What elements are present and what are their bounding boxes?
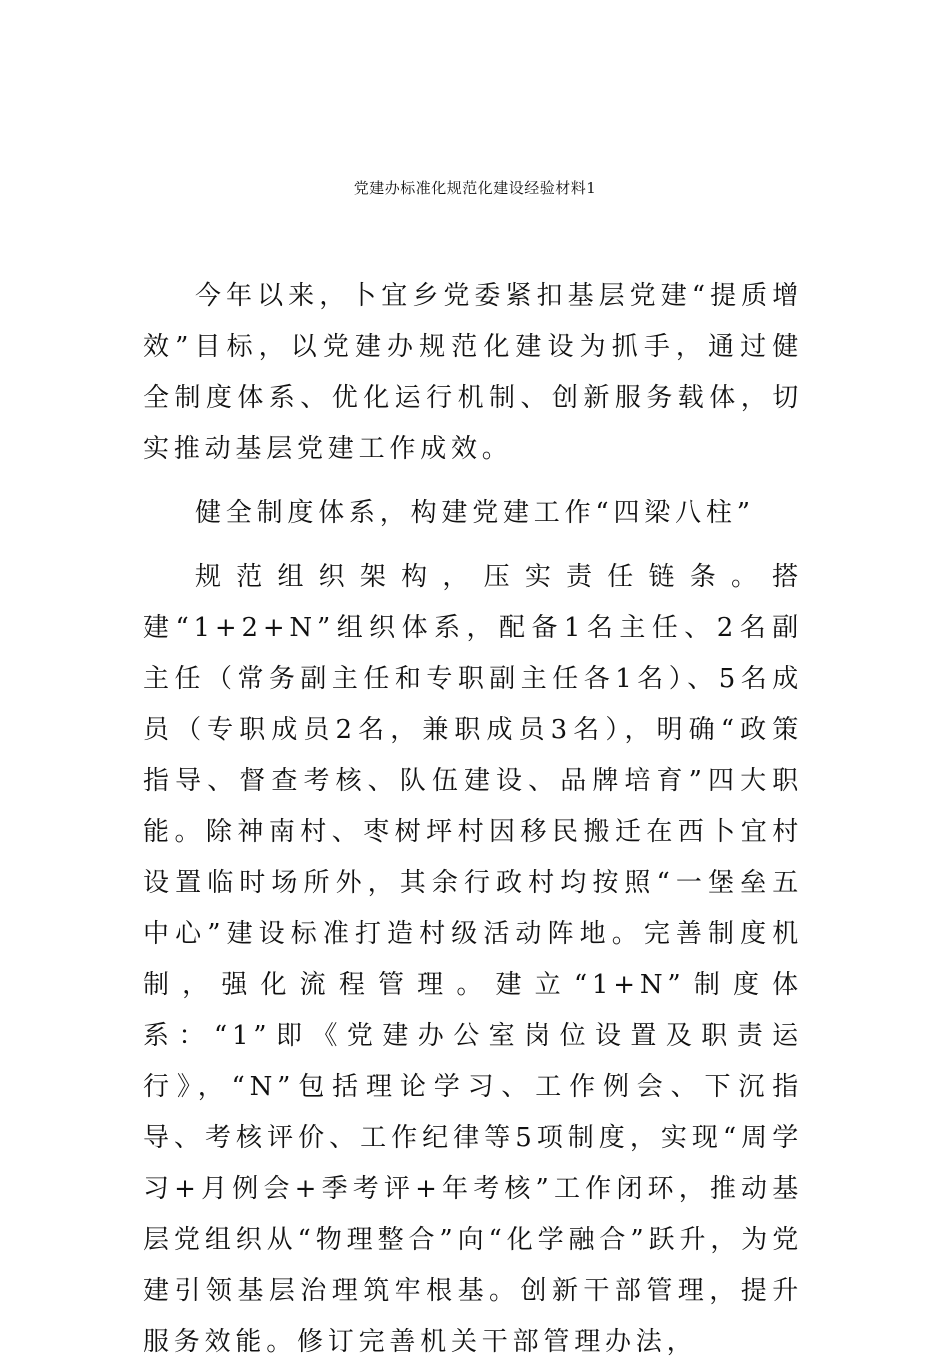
document-title: 党建办标准化规范化建设经验材料1 [353,179,597,197]
intro-paragraph: 今年以来，卜宜乡党委紧扣基层党建“提质增效”目标，以党建办规范化建设为抓手，通过健全制度体系、优化运行机制、创新服务载体，切实推动基层党建工作成效。 [143,281,803,464]
section-heading: 健全制度体系，构建党建工作“四梁八柱” [195,498,755,528]
body-paragraph: 规范组织架构，压实责任链条。搭建“1+2+N”组织体系，配备1名主任、2名副主任（常务副主任和专职副主任各1名）、5名成员（专职成员2名，兼职成员3名），明确“政策指导、督查考核、队伍建设、品牌培育”四大职能。除神南村、枣树坪村因移民搬迁在西卜宜村设置临时场所外，其余行政村均按照“一堡垒五中心”建设标准打造村级活动阵地。完善制度机制，强化流程管理。建立“1+N”制度体系：“1”即《党建办公室岗位设置及职责运行》，“N”包括理论学习、工作例会、下沉指导、考核评价、工作纪律等5项制度，实现“周学习+月例会+季考评+年考核”工作闭环，推动基层党组织从“物理整合”向“化学融合”跃升，为党建引领基层治理筑牢根基。创新干部管理，提升服务效能。修订完善机关干部管理办法， [143,562,803,1357]
document-body [143,271,803,1368]
